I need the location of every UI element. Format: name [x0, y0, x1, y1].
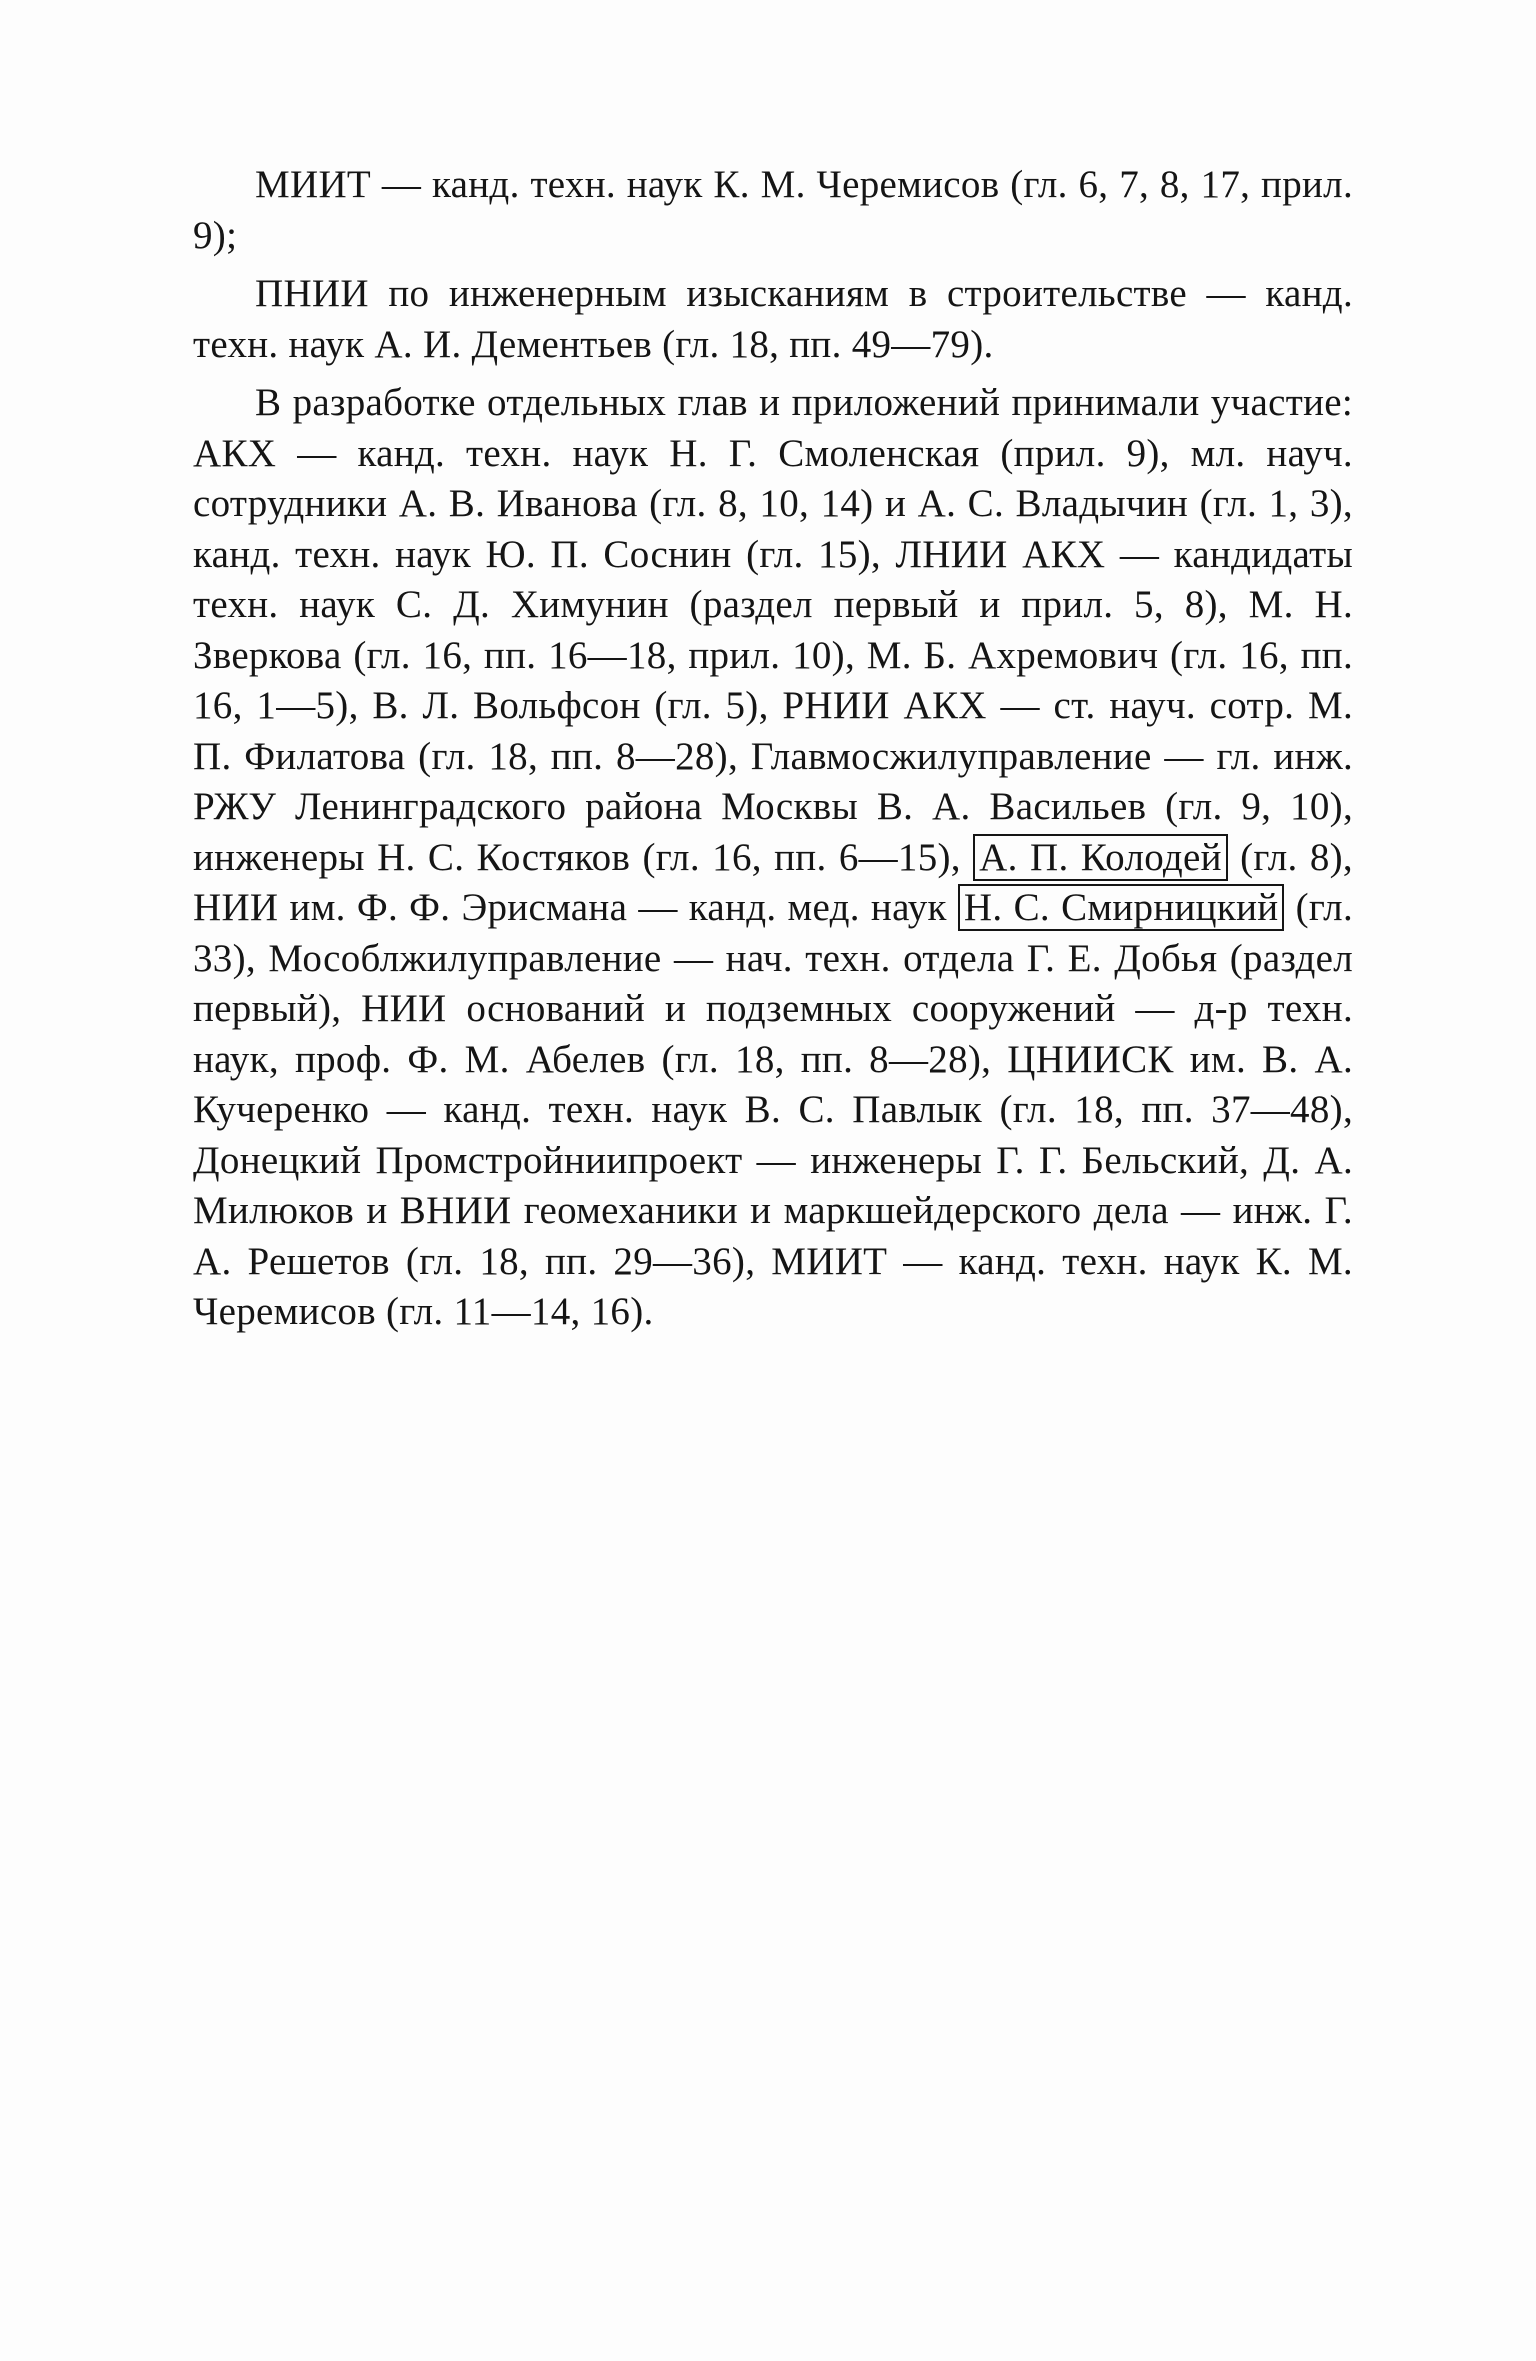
paragraph-miit: МИИТ — канд. техн. наук К. М. Черемисов (гл. 6, 7, 8, 17, прил. 9); [193, 163, 1353, 257]
contributors-text-end: (гл. 33), Мособлжилуправление — нач. техн. отдела Г. Е. Добья (раздел первый), НИИ оснований и подземных сооружений — д-р техн. наук, проф. Ф. М. Абелев (гл. 18, пп. 8—28), ЦНИИСК им. В. А. Кучеренко — канд. техн. наук В. С. Павлык (гл. 18, пп. 37—48), Донецкий Промстройниипроект — инженеры Г. Г. Бельский, Д. А. Милюков и ВНИИ геомеханики и маркшейдерского дела — инж. Г. А. Решетов (гл. 18, пп. 29—36), МИИТ — канд. техн. наук К. М. Черемисов (гл. 11—14, 16). [193, 886, 1353, 1333]
contributors-text-continued: (гл. 8), НИИ им. Ф. Ф. Эрисмана — канд. мед. наук [193, 835, 1353, 929]
body-text [193, 160, 1353, 1346]
framed-name-kolodey: А. П. Колодей [973, 834, 1228, 881]
paragraph-contributors [193, 378, 1353, 1338]
framed-name-smirnitsky: Н. С. Смирницкий [958, 884, 1285, 931]
paragraph-pnii: ПНИИ по инженерным изысканиям в строительстве — канд. техн. наук А. И. Дементьев (гл. 18, пп. 49—79). [193, 272, 1353, 366]
contributors-text: В разработке отдельных глав и приложений принимали участие: АКХ — канд. техн. наук Н. Г. Смоленская (прил. 9), мл. науч. сотрудники А. В. Иванова (гл. 8, 10, 14) и А. С. Владычин (гл. 1, 3), канд. техн. наук Ю. П. Соснин (гл. 15), ЛНИИ АКХ — кандидаты техн. наук С. Д. Химунин (раздел первый и прил. 5, 8), М. Н. Зверкова (гл. 16, пп. 16—18, прил. 10), М. Б. Ахремович (гл. 16, пп. 16, 1—5), В. Л. Вольфсон (гл. 5), РНИИ АКХ — ст. науч. сотр. М. П. Филатова (гл. 18, пп. 8—28), Главмосжилуправление — гл. инж. РЖУ Ленинградского района Москвы В. А. Васильев (гл. 9, 10), инженеры Н. С. Костяков (гл. 16, пп. 6—15), [193, 381, 1353, 879]
